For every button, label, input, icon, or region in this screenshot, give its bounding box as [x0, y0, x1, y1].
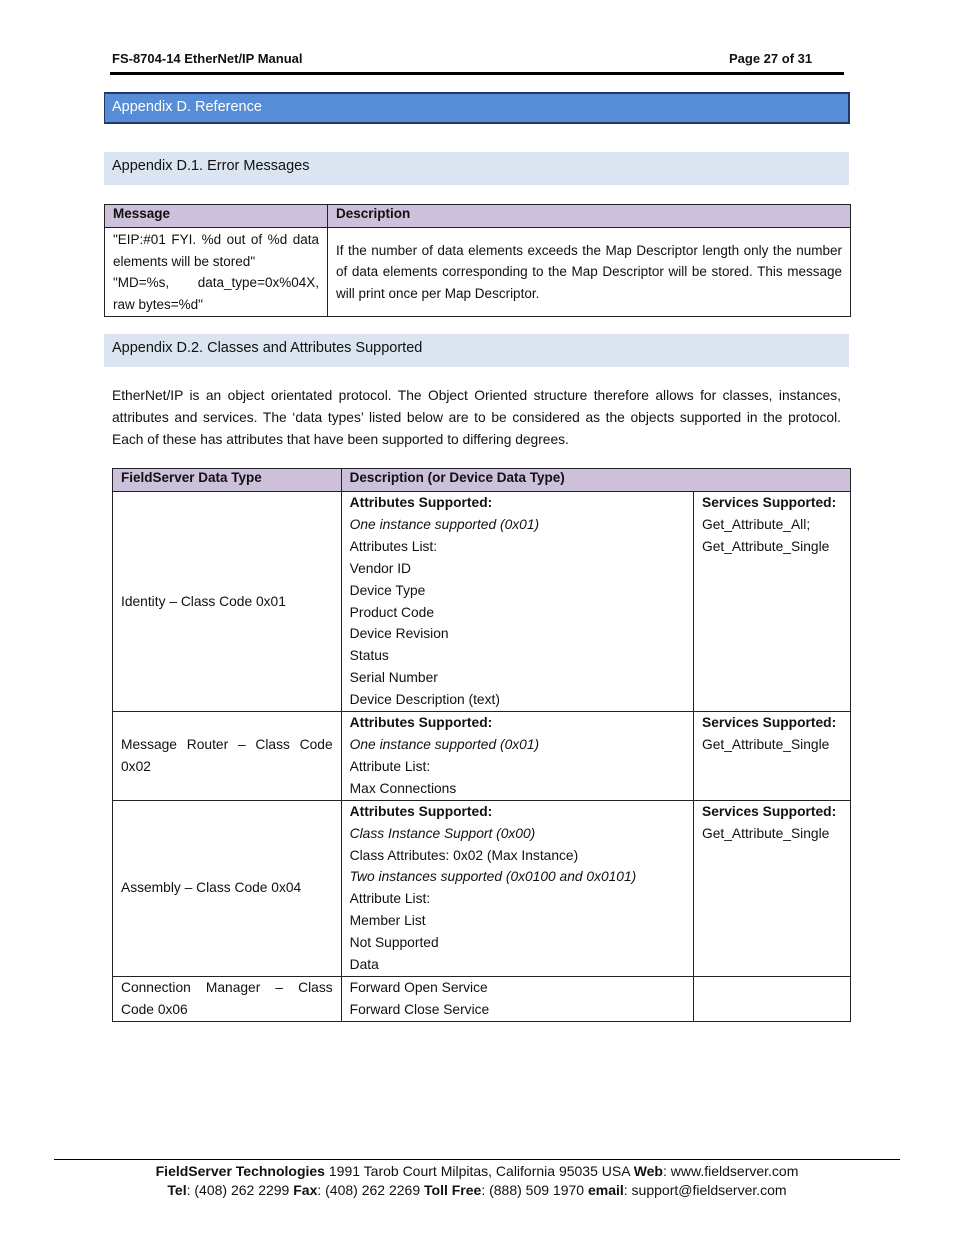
table-row	[113, 800, 851, 976]
page-number: Page 27 of 31	[729, 51, 813, 66]
description-line: Max Connections	[349, 780, 457, 796]
services-cell	[694, 800, 851, 976]
document-title: FS-8704-14 EtherNet/IP Manual	[112, 51, 303, 66]
description-line: Serial Number	[349, 670, 438, 686]
description-cell	[341, 800, 693, 976]
description-line: Not Supported	[349, 935, 439, 951]
table-row	[105, 228, 851, 317]
description-line: Device Type	[349, 582, 426, 598]
footer-divider	[54, 1159, 900, 1160]
fax-value: : (408) 262 2269	[317, 1182, 424, 1198]
column-header: Description	[328, 205, 851, 228]
table-row	[113, 492, 851, 712]
table-row	[113, 712, 851, 801]
tollfree-value: : (888) 509 1970	[481, 1182, 588, 1198]
service-line: Get_Attribute_Single	[702, 825, 830, 841]
description-line: Forward Close Service	[349, 1001, 490, 1017]
description-line: Member List	[349, 913, 426, 929]
service-line: Get_Attribute_Single	[702, 538, 830, 554]
table-header-row	[105, 205, 851, 228]
data-type-cell: Assembly – Class Code 0x04	[113, 800, 342, 976]
description-line: Class Attributes: 0x02 (Max Instance)	[349, 847, 579, 863]
email-label: email	[587, 1182, 624, 1198]
description-line: Two instances supported (0x0100 and 0x0101)	[349, 869, 637, 885]
web-value: : www.fieldserver.com	[663, 1163, 799, 1179]
company-name: FieldServer Technologies	[155, 1163, 325, 1179]
service-line: Services Supported:	[702, 495, 837, 510]
description-line: Forward Open Service	[349, 979, 488, 995]
company-address: 1991 Tarob Court Milpitas, California 95035 USA	[324, 1163, 634, 1179]
error-description-cell: If the number of data elements exceeds the Map Descriptor length only the number of data elements corresponding to the Map Descriptor will be stored. This message will print once per Map Descriptor.	[328, 228, 851, 317]
description-cell	[341, 712, 693, 801]
description-line: Attributes Supported:	[349, 495, 493, 510]
description-cell	[341, 976, 693, 1021]
error-messages-table	[104, 204, 851, 317]
service-line: Get_Attribute_Single	[702, 736, 830, 752]
tel-value: : (408) 262 2299	[186, 1182, 294, 1198]
description-line: Device Description (text)	[349, 692, 500, 708]
description-line: Attributes Supported:	[349, 803, 493, 819]
description-line: Attributes List:	[349, 538, 438, 554]
services-cell	[694, 712, 851, 801]
email-value: : support@fieldserver.com	[623, 1182, 787, 1198]
tel-label: Tel	[167, 1182, 187, 1198]
footer-address-line	[0, 1163, 954, 1179]
description-line: Attributes Supported:	[349, 715, 493, 731]
column-header: FieldServer Data Type	[113, 469, 342, 492]
services-cell	[694, 492, 851, 712]
section-heading-classes-attributes: Appendix D.2. Classes and Attributes Supported	[104, 334, 849, 367]
description-cell	[341, 492, 693, 712]
fax-label: Fax	[293, 1182, 318, 1198]
footer-contact-line	[0, 1182, 954, 1198]
column-header: Description (or Device Data Type)	[341, 469, 850, 492]
data-type-cell: Identity – Class Code 0x01	[113, 492, 342, 712]
section-heading-error-messages: Appendix D.1. Error Messages	[104, 152, 849, 185]
classes-attributes-table	[112, 468, 851, 1022]
description-line: Attribute List:	[349, 758, 431, 774]
description-line: Class Instance Support (0x00)	[349, 825, 536, 841]
description-line: Product Code	[349, 604, 435, 620]
description-line: Device Revision	[349, 626, 449, 642]
data-type-cell: Connection Manager – Class Code 0x06	[113, 976, 342, 1021]
error-message-text: "EIP:#01 FYI. %d out of %d data elements will be stored"	[113, 232, 319, 269]
tollfree-label: Toll Free	[424, 1182, 482, 1198]
intro-paragraph: EtherNet/IP is an object orientated protocol. The Object Oriented structure therefore allows for classes, instances, attributes and services. The ‘data types’ listed below are to be considered as the objects supported in the protocol. Each of these has attributes that have been supported to differing degrees.	[112, 388, 841, 447]
appendix-heading: Appendix D. Reference	[104, 92, 850, 124]
services-cell	[694, 976, 851, 1021]
description-line: Data	[349, 957, 379, 973]
service-line: Services Supported:	[702, 715, 837, 731]
description-line: Vendor ID	[349, 560, 412, 576]
column-header: Message	[105, 205, 328, 228]
web-label: Web	[633, 1163, 663, 1179]
data-type-cell: Message Router – Class Code 0x02	[113, 712, 342, 801]
description-line: Status	[349, 648, 389, 664]
service-line: Get_Attribute_All;	[702, 516, 811, 532]
error-message-cell	[105, 228, 328, 317]
description-line: One instance supported (0x01)	[349, 736, 540, 752]
error-message-text: "MD=%s, data_type=0x%04X, raw bytes=%d"	[113, 275, 319, 312]
table-header-row	[113, 469, 851, 492]
description-line: Attribute List:	[349, 891, 431, 907]
table-row	[113, 976, 851, 1021]
service-line: Services Supported:	[702, 803, 837, 819]
header-divider	[110, 72, 844, 75]
description-line: One instance supported (0x01)	[349, 516, 540, 532]
